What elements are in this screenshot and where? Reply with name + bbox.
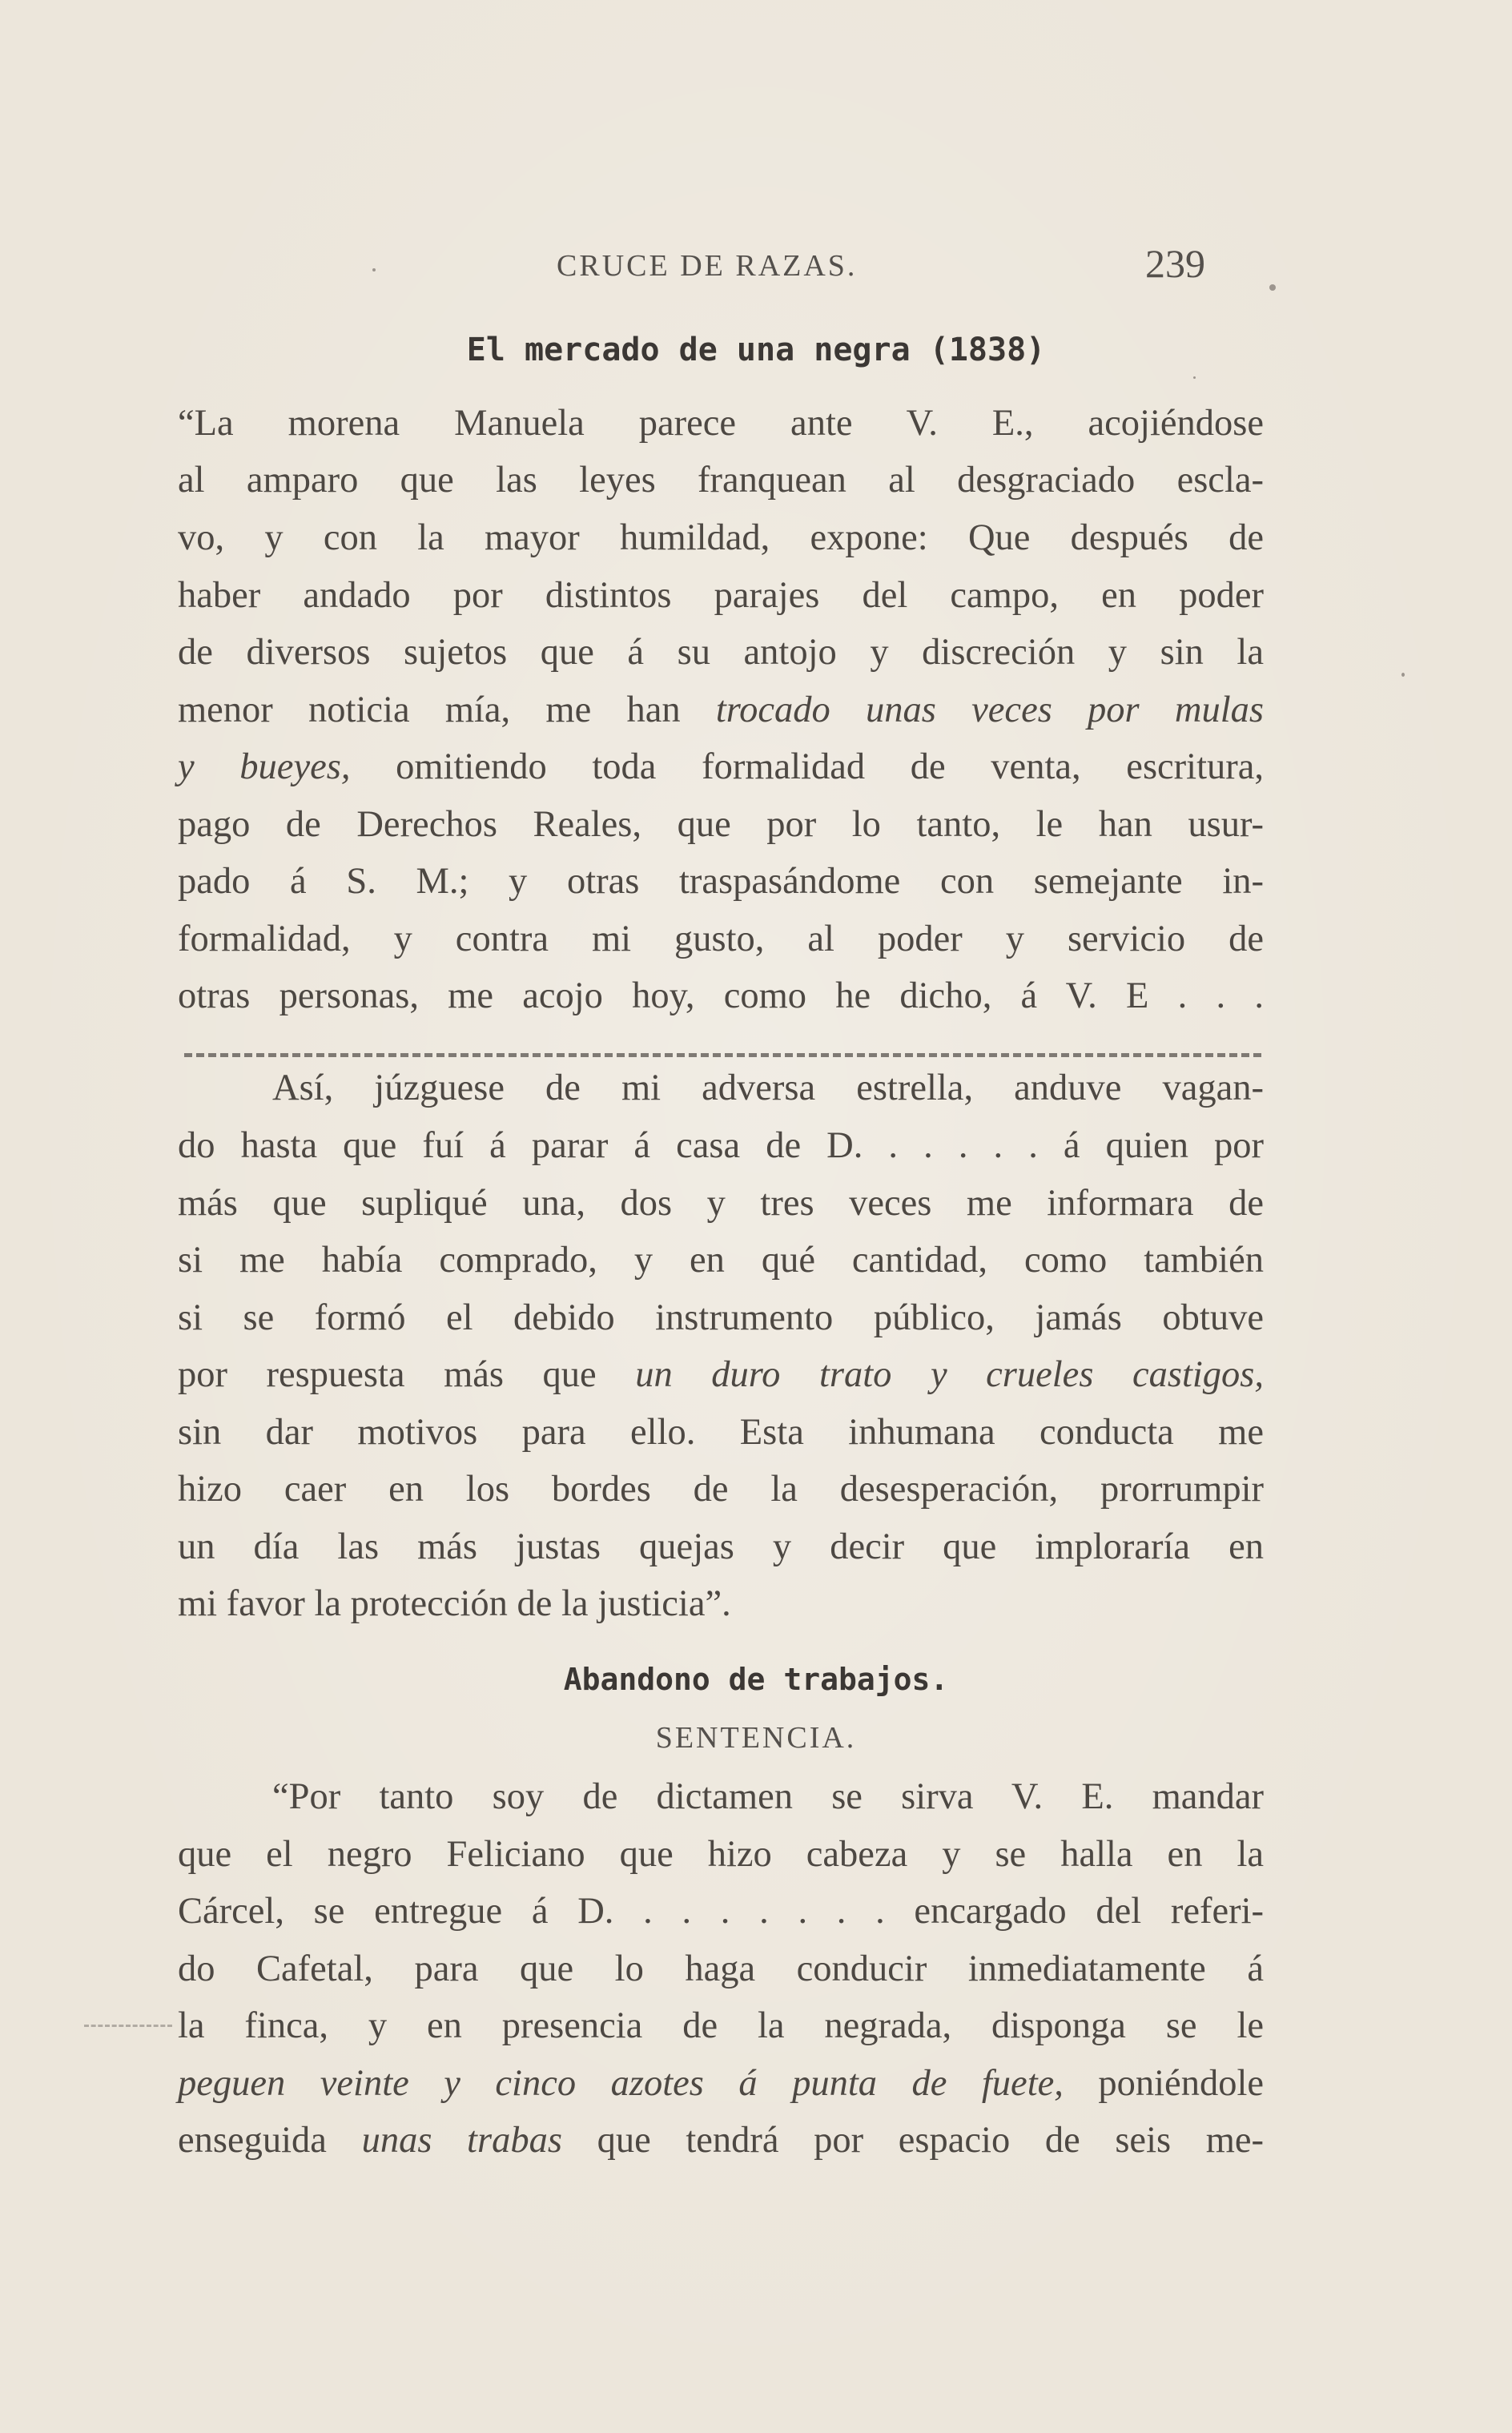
text-line: más que supliqué una, dos y tres veces me informara de (178, 1183, 1264, 1224)
text-line-mixed (178, 685, 1264, 736)
margin-mark (84, 2025, 172, 2027)
text-line-mixed (178, 742, 1264, 793)
text-line: haber andado por distintos parajes del campo, en poder (178, 575, 1264, 616)
section-subheading-sentencia: SENTENCIA. (655, 1721, 857, 1755)
text-line: si se formó el debido instrumento público, jamás obtuve (178, 1297, 1264, 1338)
running-head (0, 240, 1512, 296)
italic-segment: y bueyes, (178, 746, 351, 787)
text-line-mixed (178, 2058, 1264, 2109)
text-line: pado á S. M.; y otras traspasándome con semejante in- (178, 861, 1264, 902)
text-segment: omitiendo toda formalidad de venta, escritura, (396, 746, 1264, 787)
running-title: CRUCE DE RAZAS. (557, 249, 858, 283)
italic-segment: peguen veinte y cinco azotes á punta de fuete, (178, 2063, 1064, 2104)
italic-segment: un duro trato y crueles castigos, (635, 1354, 1265, 1395)
paper-speck (1269, 284, 1276, 291)
text-line: otras personas, me acojo hoy, como he dicho, á V. E . . . (178, 975, 1264, 1016)
text-line: si me había comprado, y en qué cantidad, como también (178, 1240, 1264, 1281)
text-line-indented: Así, júzguese de mi adversa estrella, anduve vagan- (272, 1068, 1264, 1108)
paper-speck (372, 268, 376, 271)
text-line: mi favor la protección de la justicia”. (178, 1583, 731, 1624)
text-segment: menor noticia mía, me han (178, 690, 681, 730)
text-line-mixed (178, 1349, 1264, 1401)
page-number: 239 (1145, 241, 1205, 286)
section-heading-abandono: Abandono de trabajos. (563, 1662, 949, 1697)
text-segment: poniéndole (1098, 2063, 1265, 2104)
italic-segment: unas trabas (361, 2120, 562, 2161)
text-line: de diversos sujetos que á su antojo y discreción y sin la (178, 632, 1264, 673)
italic-segment: trocado unas veces por mulas (715, 690, 1264, 730)
text-line: la finca, y en presencia de la negrada, disponga se le (178, 2005, 1264, 2046)
paper-speck (1193, 376, 1196, 379)
text-line: Cárcel, se entregue á D. . . . . . . . encargado del referi- (178, 1891, 1264, 1932)
text-line: sin dar motivos para ello. Esta inhumana conducta me (178, 1412, 1264, 1453)
text-line: que el negro Feliciano que hizo cabeza y se halla en la (178, 1834, 1264, 1875)
text-line: “La morena Manuela parece ante V. E., acojiéndose (178, 403, 1264, 444)
text-line-indented: “Por tanto soy de dictamen se sirva V. E. mandar (272, 1776, 1264, 1817)
paper-speck (1401, 673, 1405, 677)
text-segment: que tendrá por espacio de seis me- (597, 2120, 1265, 2161)
text-line: un día las más justas quejas y decir que imploraría en (178, 1526, 1264, 1567)
text-line: formalidad, y contra mi gusto, al poder y servicio de (178, 919, 1264, 959)
text-line-mixed (178, 2115, 1264, 2166)
text-line: do Cafetal, para que lo haga conducir inmediatamente á (178, 1948, 1264, 1989)
section-heading-mercado: El mercado de una negra (1838) (466, 332, 1046, 368)
text-segment: enseguida (178, 2120, 327, 2161)
text-line: hizo caer en los bordes de la desesperación, prorrumpir (178, 1469, 1264, 1510)
text-line: al amparo que las leyes franquean al desgraciado escla- (178, 460, 1264, 501)
text-line: vo, y con la mayor humildad, expone: Que después de (178, 517, 1264, 558)
dotted-separator (184, 1053, 1261, 1059)
text-segment: por respuesta más que (178, 1354, 597, 1395)
text-line: pago de Derechos Reales, que por lo tanto, le han usur- (178, 804, 1264, 845)
text-line: do hasta que fuí á parar á casa de D. . . . . . á quien por (178, 1125, 1264, 1166)
